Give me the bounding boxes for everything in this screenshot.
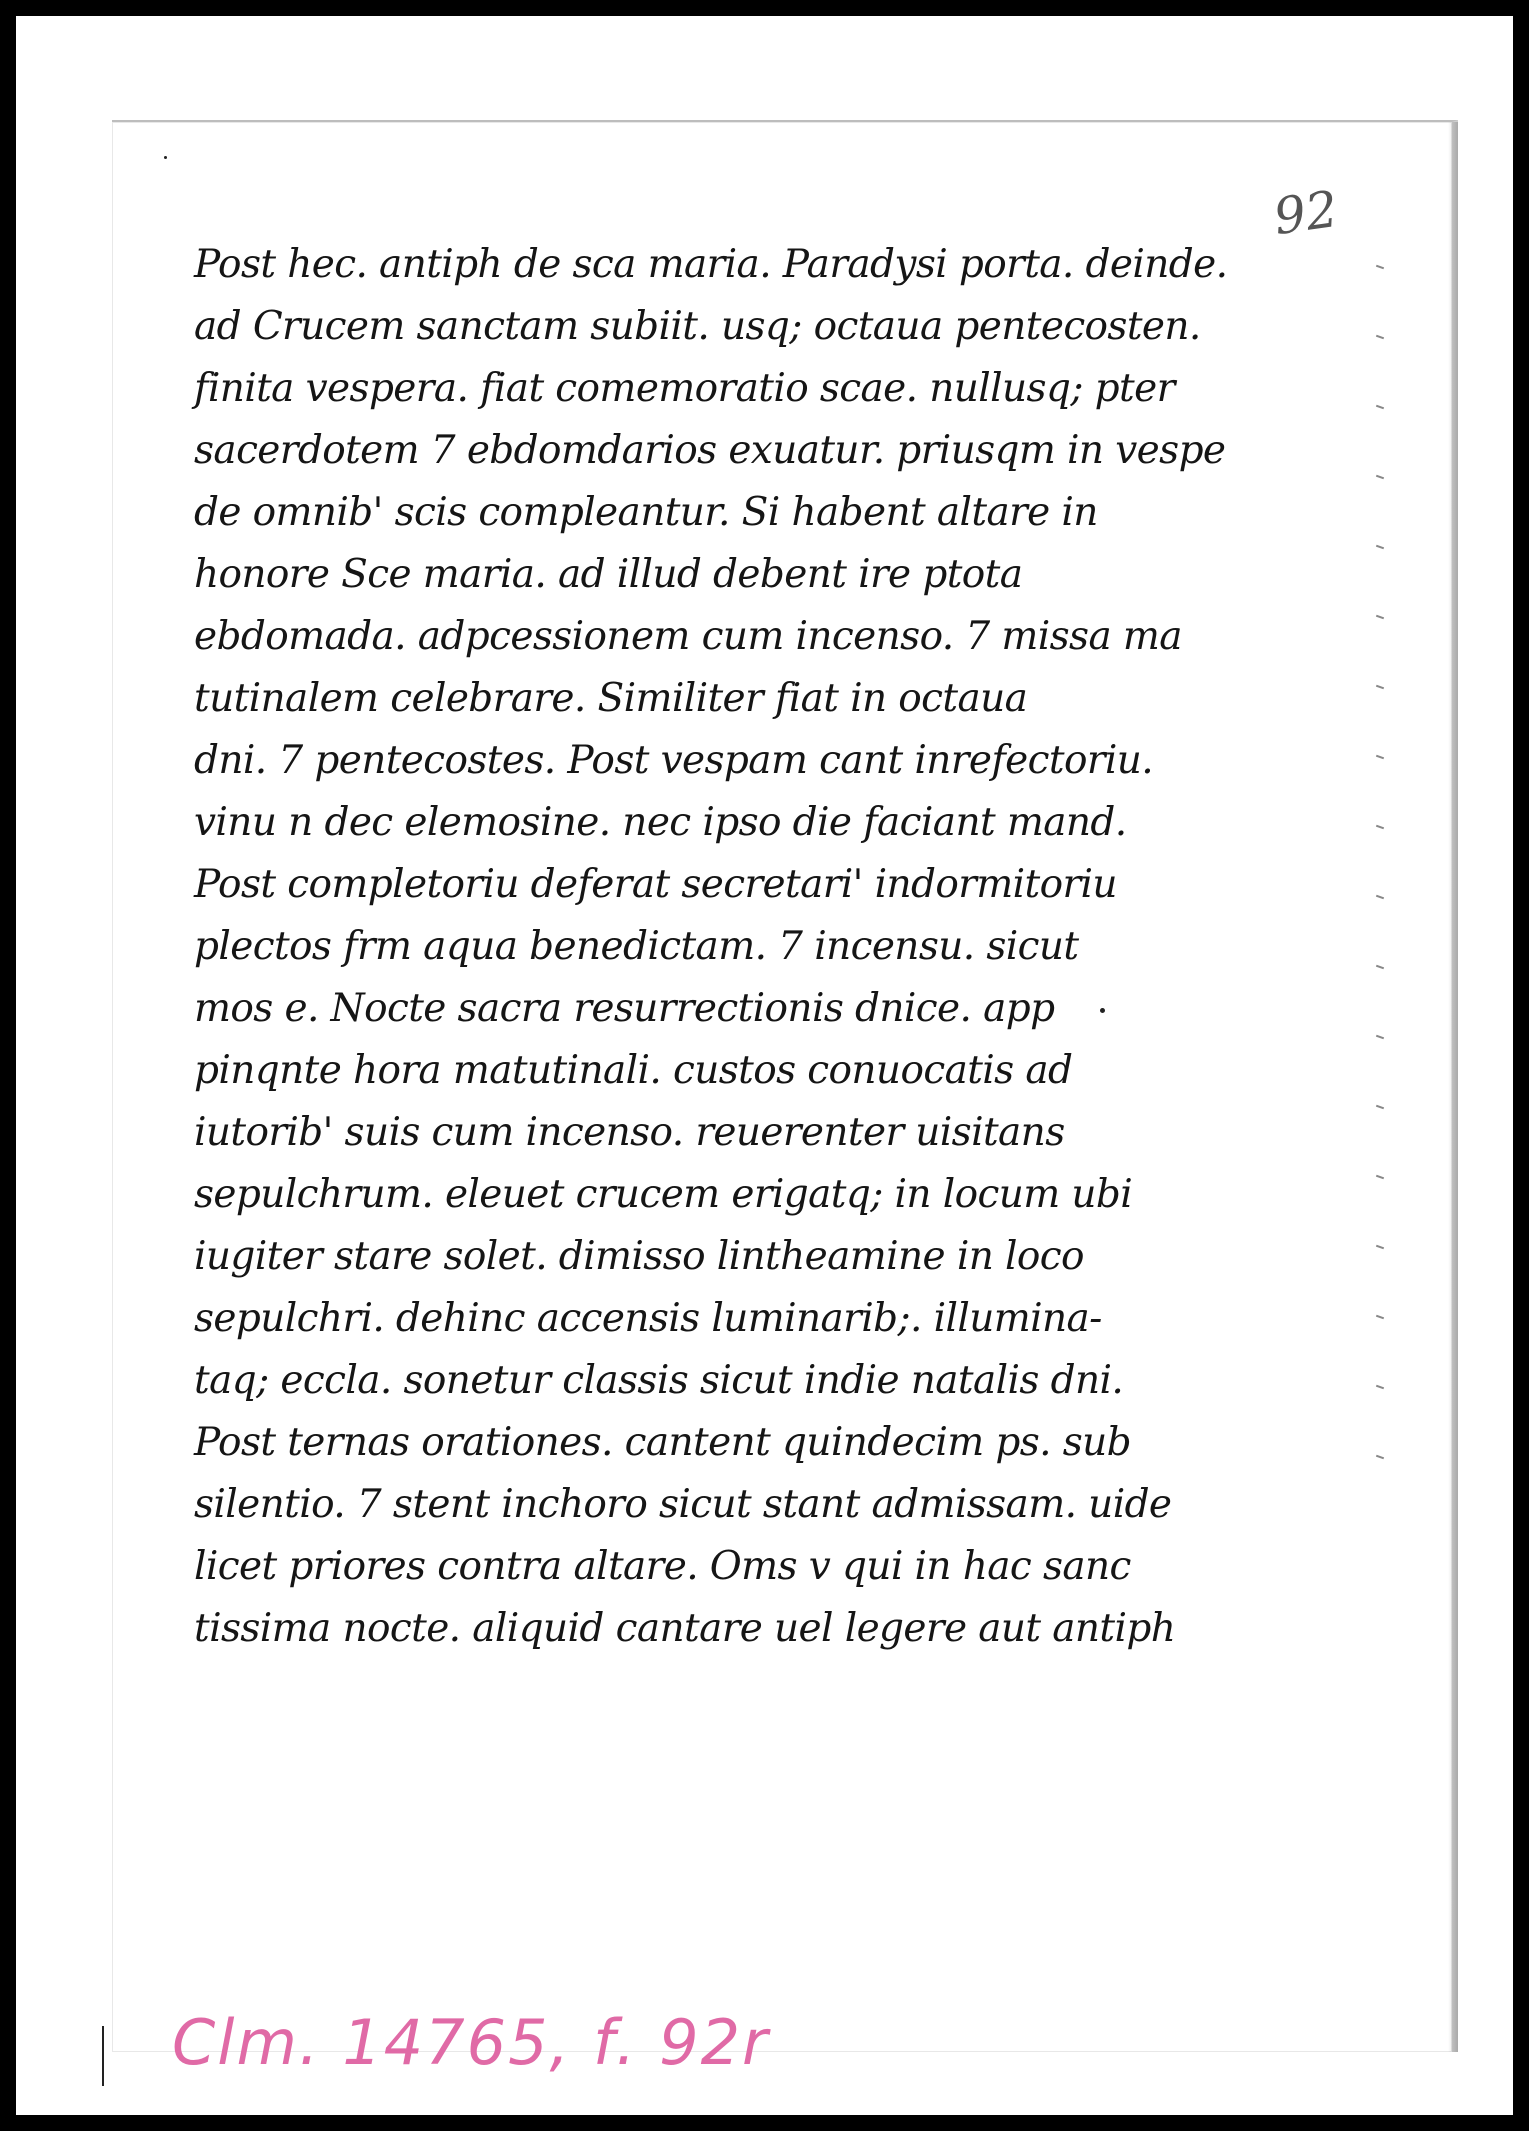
text-line: pinqnte hora matutinali. custos conuocatis ad: [194, 1048, 1073, 1093]
text-line: finita vespera. fiat comemoratio scae. nullusq; pter: [194, 366, 1175, 411]
margin-prickings: [1376, 266, 1406, 1566]
pricking-mark: [1376, 825, 1384, 830]
text-line: dni. 7 pentecostes. Post vespam cant inrefectoriu.: [194, 738, 1154, 783]
pricking-mark: [1376, 335, 1384, 340]
text-line: de omnib' scis compleantur. Si habent altare in: [194, 490, 1098, 535]
manuscript-text: [194, 234, 1228, 1660]
text-line: sepulchri. dehinc accensis luminarib;. illumina-: [194, 1296, 1102, 1341]
text-line: licet priores contra altare. Oms v qui in hac sanc: [194, 1544, 1131, 1589]
text-line: tutinalem celebrare. Similiter fiat in octaua: [194, 676, 1028, 721]
pricking-mark: [1376, 615, 1384, 620]
pricking-mark: [1376, 685, 1384, 690]
pricking-mark: [1376, 1105, 1384, 1110]
text-line: iutorib' suis cum incenso. reuerenter uisitans: [194, 1110, 1065, 1155]
pricking-mark: [1376, 1385, 1384, 1390]
text-line: Post completoriu deferat secretari' indormitoriu: [194, 862, 1117, 907]
pricking-mark: [1376, 755, 1384, 760]
text-line: silentio. 7 stent inchoro sicut stant admissam. uide: [194, 1482, 1172, 1527]
pricking-mark: [1376, 405, 1384, 410]
pricking-mark: [1376, 965, 1384, 970]
pricking-mark: [1376, 545, 1384, 550]
ink-speck: [164, 156, 167, 159]
scan-edge-mark: [102, 2026, 104, 2086]
text-line: mos e. Nocte sacra resurrectionis dnice. app: [194, 986, 1055, 1031]
text-line: Post ternas orationes. cantent quindecim ps. sub: [194, 1420, 1132, 1465]
text-line: ebdomada. adpcessionem cum incenso. 7 missa ma: [194, 614, 1182, 659]
pricking-mark: [1376, 895, 1384, 900]
text-line: plectos frm aqua benedictam. 7 incensu. sicut: [194, 924, 1079, 969]
pricking-mark: [1376, 1455, 1384, 1460]
pricking-mark: [1376, 265, 1384, 270]
ink-speck: [1100, 1008, 1105, 1013]
pricking-mark: [1376, 1035, 1384, 1040]
text-line: vinu n dec elemosine. nec ipso die faciant mand.: [194, 800, 1127, 845]
text-line: sepulchrum. eleuet crucem erigatq; in locum ubi: [194, 1172, 1133, 1217]
text-line: ad Crucem sanctam subiit. usq; octaua pentecosten.: [194, 304, 1201, 349]
pricking-mark: [1376, 1315, 1384, 1320]
scan-frame: [16, 16, 1513, 2115]
text-line: tissima nocte. aliquid cantare uel legere aut antiph: [194, 1606, 1176, 1651]
text-line: iugiter stare solet. dimisso lintheamine in loco: [194, 1234, 1084, 1279]
pricking-mark: [1376, 1175, 1384, 1180]
text-line: honore Sce maria. ad illud debent ire ptota: [194, 552, 1023, 597]
folio-number: 92: [1270, 179, 1342, 247]
text-line: Post hec. antiph de sca maria. Paradysi porta. deinde.: [194, 242, 1228, 287]
pricking-mark: [1376, 475, 1384, 480]
text-line: sacerdotem 7 ebdomdarios exuatur. priusqm in vespe: [194, 428, 1226, 473]
pricking-mark: [1376, 1245, 1384, 1250]
shelfmark-label: Clm. 14765, f. 92r: [172, 2006, 770, 2079]
text-line: taq; eccla. sonetur classis sicut indie natalis dni.: [194, 1358, 1124, 1403]
